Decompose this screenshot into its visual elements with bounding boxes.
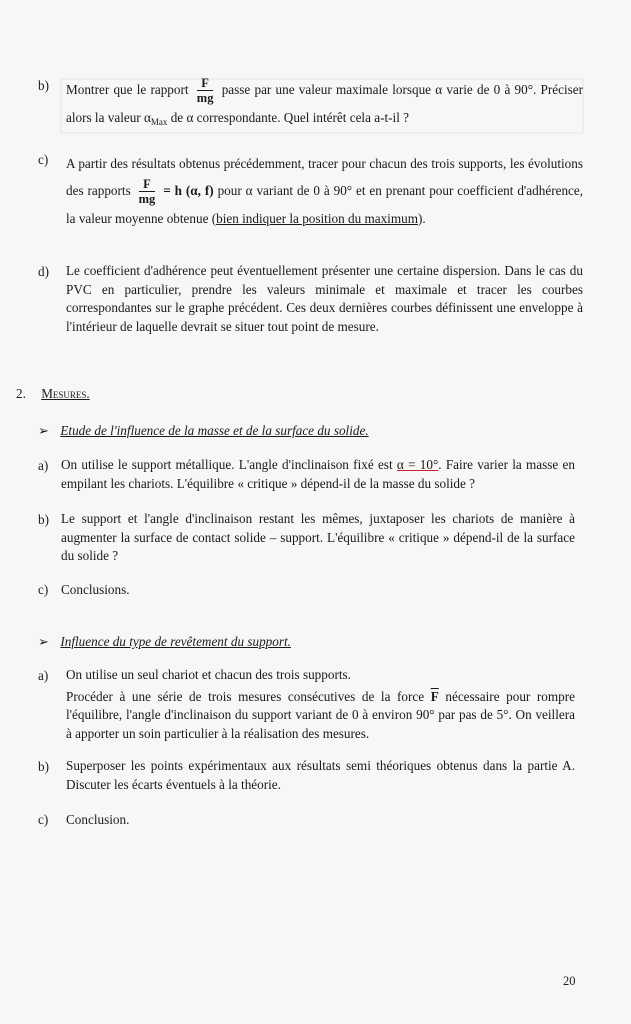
item-label: a) [38,668,49,683]
section-title: Mesures. [41,386,90,401]
item-text: pour α variant de 0 à 90° et en prenant pour coefficient d'adhérence, la valeur moyenne obtenue ( [66,183,584,227]
question-c [38,150,583,250]
subsection-title: Etude de l'influence de la masse et de la surface du solide. [60,423,369,438]
subsection-heading-2 [38,632,538,651]
item-text: Le support et l'angle d'inclinaison restant les mêmes, juxtaposer les chariots de manière à augmenter la surface de contact solide – support. L'équilibre « critique » dépend-il de la surface du solide ? [61,511,575,563]
item-text: ). [417,211,426,227]
underlined-instruction: bien indiquer la position du maximum [216,211,418,227]
fraction-f-over-mg: $\frac{F}{mg}$ [196,76,214,106]
item-text: Conclusions. [61,582,130,597]
item-label: b) [38,759,49,774]
item-text: A partir des résultats obtenus précédemment, tracer pour chacun des trois supports, les évolutions des rapports [66,156,583,198]
item-text: de α correspondante. Quel intérêt cela a-t-il ? [170,110,410,126]
question-1a [38,456,575,496]
question-d [38,262,583,352]
item-label: c) [38,152,49,167]
angle-value: α = 10° [396,457,439,472]
item-label: d) [38,264,49,279]
item-text: . Faire varier la masse en empilant les chariots. L'équilibre « critique » dépend-il de la masse du solide ? [61,457,575,491]
item-label: a) [38,458,49,473]
item-text: Montrer que le rapport [66,82,189,97]
item-text: Le coefficient d'adhérence peut éventuellement présenter une certaine dispersion. Dans le cas du PVC en particulier, prendre les valeurs minimale et maximale et tracer les courbes correspondantes sur le graphe précédent. Ces deux dernières courbes définissent une enveloppe à l'intérieur de laquelle devrait se situer tout point de mesure. [66,263,583,334]
item-label: c) [38,582,49,597]
force-vector-f: $\overline{F}$ [430,688,439,704]
arrow-bullet-icon: ➢ [38,634,50,649]
item-label: c) [38,812,49,827]
item-text: On utilise le support métallique. L'angle d'inclinaison fixé est [61,457,393,472]
item-text: Superposer les points expérimentaux aux résultats semi théoriques obtenus dans la partie A. Discuter les écarts éventuels à la théorie. [66,758,575,792]
section-heading [16,384,316,403]
page-number: 20 [563,974,576,988]
subsection-heading-1 [38,421,538,440]
subscript-max: Max [150,117,168,128]
item-text: Procéder à une série de trois mesures consécutives de la force [66,688,425,704]
question-2b [38,757,575,797]
item-text: passe par une valeur maximale lorsque α varie de 0 à 90°. Préciser alors la valeur α [66,82,584,126]
question-b [38,76,583,136]
subsection-title: Influence du type de revêtement du support. [60,634,291,649]
item-text: On utilise un seul chariot et chacun des trois supports. [66,667,351,682]
item-text: Conclusion. [66,812,130,827]
item-label: b) [38,78,49,93]
section-number: 2. [16,386,26,401]
item-label: b) [38,512,49,527]
question-2a [38,666,575,744]
question-1b [38,510,575,568]
formula-h: = h (α, f) [163,183,214,198]
arrow-bullet-icon: ➢ [38,423,50,438]
fraction-f-over-mg: $\frac{F}{mg}$ [138,177,156,207]
item-text: nécessaire pour rompre l'équilibre, l'angle d'inclinaison du support variant de 0 à environ 90° par pas de 5°. On veillera à apporter un soin particulier à la réalisation des mesures. [66,688,575,741]
